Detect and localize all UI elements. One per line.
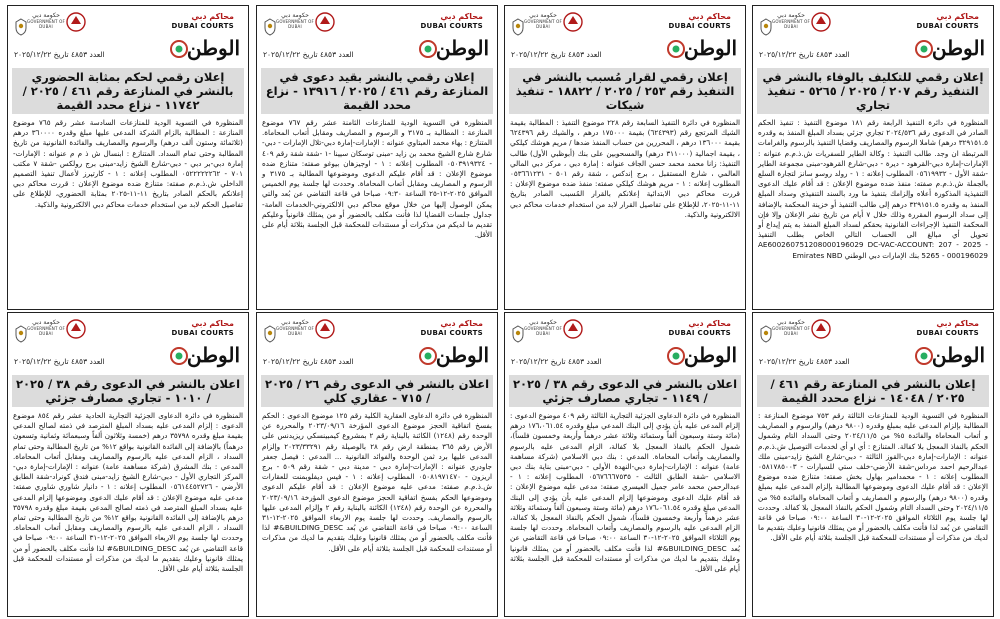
notice-title-bar bbox=[509, 68, 741, 114]
newspaper-name: الوطن bbox=[186, 36, 240, 60]
gov-name-en: GOVERNMENT OF DUBAI bbox=[276, 19, 314, 29]
court-name-en: DUBAI COURTS bbox=[916, 22, 979, 30]
notice-title-bar bbox=[12, 68, 244, 114]
government-of-dubai-logo bbox=[757, 319, 811, 341]
newspaper-name: الوطن bbox=[683, 343, 737, 367]
notice-body: المنظورة في دائرة الدعاوى العقارية الكلية رقم ١٢٥ موضوع الدعوى : الحكم بفسخ اتفاقية الحجز موضوع الدعوى المؤرخة ٢٠٢٣/٠٩/١٦ والمحررة عن الوحدة رقم (١٢٤٨) الكائنة بالبناية رقم ٢ بمشروع كيمبينسكي ريزيدنس على الأرض رقم ٣٦٥ بمنطقة ارض رقم ٢٨ بالوصيلة رقم ٢٠٢٣/٣٣٢٩١ وإلزام المدعى عليها برد ثمن الوحدة والفوائد القانونية ... المدعي : فيصل جعفر جاودري عنوانه : الإمارات-إمارة دبي - مدينة دبي - شقة رقم ٥٠٩ - برج اريزون - ٠٥٠٨١٩٧١٤٧٠ المطلوب إعلانه : ١ - فيس ديفلوبمنت للعقارات ش.ذ.م.م صفته: مدعى عليه موضوع الإعلان : قد أقام عليكم الدعوى وموضوعها الحكم بفسخ اتفاقية الحجز موضوع الدعوى المؤرخة ٢٠٢٣/٠٩/١٦ والمحررة عن الوحدة رقم (١٢٤٨) الكائنة بالبناية رقم ٢ وإلزام المدعى عليها بالرسوم والمصاريف. وحددت لها جلسة يوم الاربعاء الموافق ٢٠٢٥-١٢-٣١ الساعة ٠٩:٠٠ صباحا في قاعة التقاضي عن بُعد BUILDING_DESC&# لذا فأنت مكلف بالحضور أو من يمثلك قانونيا وعليك بتقديم ما لديك من مذكرات أو مستندات للمحكمة قبل الجلسة بثلاثة أيام على الأقل. bbox=[262, 411, 492, 553]
dubai-crest-icon bbox=[14, 18, 28, 36]
dubai-crest-icon bbox=[759, 18, 773, 36]
court-name-ar: محاكم دبي bbox=[936, 12, 979, 21]
gov-name-en: GOVERNMENT OF DUBAI bbox=[524, 19, 562, 29]
court-name-ar: محاكم دبي bbox=[191, 319, 234, 328]
court-name-ar: محاكم دبي bbox=[440, 12, 483, 21]
notice-title: إعلان بالنشر في المنازعة رقم ٤٦١ / ٢٠٢٥ / ١٤٠٤٨ - نزاع محدد القيمة bbox=[770, 377, 976, 405]
al-watan-logo-mark-icon bbox=[419, 40, 437, 58]
gov-name-en: GOVERNMENT OF DUBAI bbox=[27, 19, 65, 29]
notice-title: إعلان رقمي بالنشر بقيد دعوى في المنازعة رقم ٤٦١ / ٢٠٢٥ / ١٣٩١٦ - نزاع محدد القيمة bbox=[265, 70, 489, 112]
edition-date: العدد ٤٨٥٣ تاريخ ٢٠٢٥/١٢/٢٢ bbox=[14, 357, 105, 366]
notice-header bbox=[505, 6, 745, 68]
government-of-dubai-logo bbox=[12, 319, 66, 341]
court-notice bbox=[7, 5, 249, 310]
gov-name-ar: حكومة دبي bbox=[529, 319, 557, 326]
notice-title-bar bbox=[757, 68, 989, 114]
edition-date: العدد ٤٨٥٣ تاريخ ٢٠٢٥/١٢/٢٢ bbox=[759, 50, 850, 59]
court-name-en: DUBAI COURTS bbox=[668, 22, 731, 30]
notice-header bbox=[753, 6, 993, 68]
court-name-ar: محاكم دبي bbox=[936, 319, 979, 328]
court-name-ar: محاكم دبي bbox=[440, 319, 483, 328]
dubai-courts-logo bbox=[335, 319, 485, 341]
notice-header bbox=[505, 313, 745, 375]
notice-title: اعلان بالنشر في الدعوى رقم ٣٨ / ٢٠٢٥ / ١١٤٩ - تجاري مصارف جزئي bbox=[512, 377, 738, 405]
edition-date: العدد ٤٨٥٣ تاريخ ٢٠٢٥/١٢/٢٢ bbox=[263, 50, 354, 59]
dubai-courts-emblem-icon bbox=[563, 318, 583, 340]
dubai-courts-emblem-icon bbox=[315, 318, 335, 340]
newspaper-name: الوطن bbox=[435, 343, 489, 367]
al-watan-logo-mark-icon bbox=[667, 40, 685, 58]
edition-date: العدد ٤٨٥٣ تاريخ ٢٠٢٥/١٢/٢٢ bbox=[759, 357, 850, 366]
notice-title: اعلان بالنشر في الدعوى رقم ٢٦ / ٢٠٢٥ / ٧١٥ - عقاري كلي bbox=[264, 377, 490, 405]
dubai-crest-icon bbox=[759, 325, 773, 343]
notice-title: إعلان رقمي لقرار مُسبب بالنشر في التنفيذ رقم ٢٥٣ / ٢٠٢٥ / ١٨٨٢٢ - تنفيذ شيكات bbox=[515, 70, 735, 112]
court-name-en: DUBAI COURTS bbox=[420, 22, 483, 30]
notice-body: المنظورة في دائرة التنفيذ الرابعة رقم ١٨١ موضوع التنفيذ : تنفيذ الحكم الصادر في الدعوى رقم ٢٠٢٤/٥٣٦ تجاري جزئي بسداد المبلغ المنفذ به وقدره ٣٢٩١٥١.٥ درهم) شاملا الرسوم والمصاريف وقضايا التنفيذ بالرسوم والغرامات المرتبطة ان وجد. طالب التنفيذ : وكالة الطاير للسفريات ش.ذ.م.م عنوانه : الإمارات-إمارة دبي-القرهود - ديرة - دبي-شارع القرهود-مبنى مجموعة الطاير -شقة الأول - ٠٥٦١٩٩٣٢ المطلوب إعلانه : ١ - رولد روسو سانز لتجارة السلع بالجملة ش.ذ.م.م صفته: منفذ ضده موضوع الإعلان : قد أقام عليك الدعوى التنفيذية المذكورة أعلاه وإلزامك بتنفيذ ما ورد بالسند التنفيذي وسداد المبلغ المنفذ به وقدره ٣٢٩١٥١.٥ درهم إلى طالب التنفيذ أو خزينة المحكمة بالإضافة إلى سداد الرسوم المقررة وذلك خلال ٧ أيام من تاريخ نشر الإعلان وإلا فإن المحكمة التنفيذ الإجراءات القانونية بحقكم لسداد المبلغ المنفذ به يتم إيداع أو تحويل أي مبالغ الى الحساب التالي الخاص بطلب التنفيذ AE600260751208000196029 DC-VAC-ACCOUNT: 207 - 2025 - 5265 - 000196029 بنك الإمارات دبي الوطني Emirates NBD bbox=[758, 118, 989, 260]
gov-name-en: GOVERNMENT OF DUBAI bbox=[27, 326, 65, 336]
court-notice bbox=[7, 312, 249, 617]
dubai-courts-logo bbox=[831, 319, 981, 341]
dubai-courts-emblem-icon bbox=[811, 11, 831, 33]
court-name-en: DUBAI COURTS bbox=[171, 22, 234, 30]
gov-name-en: GOVERNMENT OF DUBAI bbox=[772, 326, 810, 336]
al-watan-logo-mark-icon bbox=[419, 347, 437, 365]
dubai-courts-emblem-icon bbox=[563, 11, 583, 33]
court-notice bbox=[504, 5, 746, 310]
court-notice bbox=[256, 312, 498, 617]
court-notice bbox=[504, 312, 746, 617]
gov-name-ar: حكومة دبي bbox=[777, 319, 805, 326]
al-watan-logo-mark-icon bbox=[170, 40, 188, 58]
dubai-courts-emblem-icon bbox=[66, 11, 86, 33]
al-watan-logo-mark-icon bbox=[915, 40, 933, 58]
gov-name-en: GOVERNMENT OF DUBAI bbox=[524, 326, 562, 336]
gov-name-ar: حكومة دبي bbox=[32, 319, 60, 326]
court-name-en: DUBAI COURTS bbox=[420, 329, 483, 337]
dubai-courts-logo bbox=[86, 319, 236, 341]
government-of-dubai-logo bbox=[757, 12, 811, 34]
edition-date: العدد ٤٨٥٣ تاريخ ٢٠٢٥/١٢/٢٢ bbox=[14, 50, 105, 59]
government-of-dubai-logo bbox=[261, 12, 315, 34]
government-of-dubai-logo bbox=[12, 12, 66, 34]
gov-name-en: GOVERNMENT OF DUBAI bbox=[772, 19, 810, 29]
notice-body: المنظورة في التسوية الودية للمنازعات السادسة عشر رقم ٧٦٥ موضوع المنازعة : المطالبة بالزام الشركة المدعى عليها مبلغ وقدره ٣٦٠٠٠٠ درهم (ثلاثمائة وستون ألف درهم) والرسوم والمصاريف والفائدة القانونية من تاريخ المطالبة وحتى تمام السداد. المتنازع : ابنسال ش ذ م م عنوانه : الإمارات-إمارة دبي-بر دبي - دبي-شارع الشيخ زايد-مبنى برج رولكس -شقة ٧ مكتب ٧٠١ - ٠٥٢٢٢٢٢٢٦٢ المطلوب إعلانه : ١ - كارتيرز لأعمال تنفيذ التصميم الداخلي ش.ذ.م.م صفته: متنازع ضده موضوع الإعلان : قررت محاكم دبي إعلانكم بالحكم الصادر بتاريخ ١١-١١-٢٠٢٥ بمثابة الحضوري، للإطلاع على تفاصيل الحكم لابد من استخدام خدمات محاكم دبي الالكترونية والذكية. bbox=[13, 118, 244, 209]
notice-header bbox=[257, 6, 497, 68]
gov-name-en: GOVERNMENT OF DUBAI bbox=[276, 326, 314, 336]
notice-header bbox=[8, 313, 248, 375]
gov-name-ar: حكومة دبي bbox=[32, 12, 60, 19]
newspaper-name: الوطن bbox=[683, 36, 737, 60]
notice-body: المنظورة في التسوية الودية للمنازعات الثامنة عشر رقم ٧٦٧ موضوع المنازعة : المطالبة بـ ٣١٧٥ و الرسوم و المصاريف ومقابل أتعاب المحاماة. المتنازع : بهاء محمد العبتاوي عنوانه : الإمارات-إمارة دبي-تلال الإمارات - دبي-شارع شارع الشيخ محمد بن زايد -مبنى توسكان سيينا -١ -شقة شقة رقم ٤٠٩ - ٠٥٠٣٩١٩٣٢٤ المطلوب إعلانه : ١ - اوجيزهان بيوغو صفته: متنازع ضده موضوع الإعلان : قد أقام عليكم الدعوى وموضوعها المطالبة بـ ٣١٧٥ و الرسوم و المصاريف ومقابل أتعاب المحاماة. وحددت لها جلسة يوم الخميس الموافق ٢٠٢٥-١٢-٢٥ الساعة ٠٩:٣٠ صباحا في قاعة التقاضي عن بُعد والتي يمكن الوصول إليها من خلال موقع محاكم دبي الالكتروني-الخدمات العامة-جداول جلسات القضايا لذا فأنت مكلف بالحضور أو من يمثلك قانونياً وعليكم تقديم ما لديكم من مذكرات أو مستندات للمحكمة قبل الجلسة بثلاثة أيام على الأقل. bbox=[262, 118, 493, 240]
dubai-courts-logo bbox=[583, 319, 733, 341]
notice-body: المنظورة في دائرة الدعاوى الجزئية التجارية الحادية عشر رقم ٨٥٤ موضوع الدعوى : إلزام المدعى عليه بسداد المبلغ المترصد في ذمته لصالح المدعي بقيمة مبلغ وقدره ٣٥٧٩٨ درهم (خمسة وثلاثون ألفاً وسبعمائة وثمانية وتسعون درهماً) بالإضافة إلى الفائدة القانونية بواقع ١٢% من تاريخ المطالبة وحتى تمام السداد ، الزام المدعى عليه بالرسوم والمصاريف ومقابل أتعاب المحاماة. المدعي : بنك المشرق (شركة مساهمة عامة) عنوانه : الإمارات-إمارة دبي-المركز التجاري الأول - دبي-شارع الشيخ زايد-مبنى فندق كونراد-شقة الطابق الأرضي - ٠٥٦١٤٤٥٢٧٢٦ المطلوب إعلانه : ١ - دانيار شاوري شاوري صفته: مدعى عليه موضوع الإعلان : قد أقام عليك الدعوى وموضوعها إلزام المدعى عليه بسداد المبلغ المترصد في ذمته لصالح المدعي بقيمة مبلغ وقدره ٣٥٧٩٨ درهم بالإضافة إلى الفائدة القانونية بواقع ١٢% من تاريخ المطالبة وحتى تمام السداد ، الزام المدعى عليه بالرسوم والمصاريف ومقابل أتعاب المحاماة. وحددت لها جلسة يوم الاربعاء الموافق ٢٠٢٥-١٢-٣١ الساعة ٠٩:٠٠ صباحا في قاعة التقاضي عن بُعد BUILDING_DESC&# لذا فأنت مكلف بالحضور أو من يمثلك قانونيا وعليك بتقديم ما لديك من مذكرات أو مستندات للمحكمة قبل الجلسة بثلاثة أيام على الأقل. bbox=[13, 411, 244, 574]
notice-body: المنظورة في التسوية الودية للمنازعات الثالثة رقم ٧٥٣ موضوع المنازعة : المطالبة بإلزام المدعى عليه بمبلغ وقدره (٩٨٠٠ درهم) والرسوم و المصاريف و أتعاب المحاماة والفائدة ٥% من ٢٠٢٤/١١/٥ وحتى السداد التام وشمول الحكم بالنفاذ المعجل بلا كفالة. المتنازع : أي او أي لخدمات التوصيل ش.ذ.م.م عنوانه : الإمارات-إمارة دبي-القوز الثالثة - دبي-شارع الشيخ زايد-مبنى ملك عبدالرحيم احمد مرداس-شقة الأرضي-خلف ستي للسيارات - ٠٥٨١٧٨٥٠٠٣ المطلوب إعلانه : ١ - محمدامير بهاول بخش صفته: متنازع ضده موضوع الإعلان : قد أقام عليك الدعوى وموضوعها المطالبة بإلزام المدعى عليه بمبلغ وقدره (٩٨٠٠ درهم) والرسوم و المصاريف و أتعاب المحاماة والفائدة ٥% من ٢٠٢٤/١١/٥ وحتى السداد التام وشمول الحكم بالنفاذ المعجل بلا كفالة. وحددت لها جلسة يوم الثلاثاء الموافق ٢٠٢٥-١٢-٣٠ الساعة ٠٩:٠٠ صباحا في قاعة التقاضي عن بُعد لذا فأنت مكلف بالحضور أو من يمثلك قانونيا وعليك بتقديم ما لديك من مذكرات أو مستندات للمحكمة قبل الجلسة بثلاثة أيام على الأقل. bbox=[758, 411, 988, 543]
notice-title: إعلان رقمي لحكم بمثابة الحضوري بالنشر في المنازعة رقم ٤٦١ / ٢٠٢٥ / ١١٧٤٢ - نزاع محدد القيمة bbox=[22, 70, 234, 112]
dubai-courts-emblem-icon bbox=[811, 318, 831, 340]
dubai-courts-logo bbox=[86, 12, 236, 34]
dubai-crest-icon bbox=[14, 325, 28, 343]
notice-title-bar bbox=[261, 375, 493, 407]
notice-title-bar bbox=[12, 375, 244, 407]
court-notice bbox=[752, 312, 994, 617]
edition-date: العدد ٤٨٥٣ تاريخ ٢٠٢٥/١٢/٢٢ bbox=[263, 357, 354, 366]
dubai-crest-icon bbox=[511, 325, 525, 343]
dubai-crest-icon bbox=[511, 18, 525, 36]
court-name-ar: محاكم دبي bbox=[688, 12, 731, 21]
newspaper-name: الوطن bbox=[435, 36, 489, 60]
notice-title: اعلان بالنشر في الدعوى رقم ٣٨ / ٢٠٢٥ / ١٠١٠ - تجاري مصارف جزئي bbox=[15, 377, 241, 405]
notice-header bbox=[257, 313, 497, 375]
gov-name-ar: حكومة دبي bbox=[777, 12, 805, 19]
court-notice bbox=[256, 5, 498, 310]
government-of-dubai-logo bbox=[509, 319, 563, 341]
notice-title-bar bbox=[509, 375, 741, 407]
newspaper-name: الوطن bbox=[186, 343, 240, 367]
newspaper-name: الوطن bbox=[931, 36, 985, 60]
notice-header bbox=[753, 313, 993, 375]
court-name-en: DUBAI COURTS bbox=[171, 329, 234, 337]
edition-date: العدد ٤٨٥٣ تاريخ ٢٠٢٥/١٢/٢٢ bbox=[511, 50, 602, 59]
dubai-crest-icon bbox=[263, 325, 277, 343]
dubai-courts-emblem-icon bbox=[315, 11, 335, 33]
gov-name-ar: حكومة دبي bbox=[281, 12, 309, 19]
notice-header bbox=[8, 6, 248, 68]
al-watan-logo-mark-icon bbox=[667, 347, 685, 365]
court-name-ar: محاكم دبي bbox=[688, 319, 731, 328]
gov-name-ar: حكومة دبي bbox=[529, 12, 557, 19]
notice-title-bar bbox=[757, 375, 989, 407]
newspaper-name: الوطن bbox=[931, 343, 985, 367]
court-name-ar: محاكم دبي bbox=[191, 12, 234, 21]
notice-body: المنظورة في دائرة الدعاوى الجزئية التجارية الثالثة رقم ٤٠٩ موضوع الدعوى : إلزام المدعى عليه بأن يؤدي إلى البنك المدعي مبلغ وقدره ١٧٦،٠٦١.٥٤ درهم (مائة وستة وسبعون ألفاً وستمائة وثلاثة عشر درهماً وأربعة وخمسون فلساً)، شمول الحكم بالنفاذ المعجل بلا كفالة، الزام المدعى عليه بالرسوم والمصاريف وأتعاب المحاماة. المدعي : بنك دبي الاسلامي (شركة مساهمة عامة) عنوانه : الإمارات-إمارة دبي-النهدة الأولى - دبي-مبنى بناية بنك دبي الاسلامي -شقة الطابق الثالث - ٠٥٦٧٦٦٦٧٥٣٥ المطلوب إعلانه : ١ - عبدالرحمن محمد عامر جميل العيسري صفته: مدعى عليه موضوع الإعلان : قد أقام عليك الدعوى وموضوعها إلزام المدعى عليه بأن يؤدي إلى البنك المدعي مبلغ وقدره ١٧٦،٠٦١.٥٤ درهم (مائة وستة وسبعون ألفاً وستمائة وثلاثة عشر درهماً وأربعة وخمسون فلساً)، شمول الحكم بالنفاذ المعجل بلا كفالة، الزام المدعى عليه بالرسوم والمصاريف وأتعاب المحاماة. وحددت لها جلسة يوم الثلاثاء الموافق ٢٠٢٥-١٢-٣٠ الساعة ٠٩:٠٠ صباحا في قاعة التقاضي عن بُعد BUILDING_DESC&# لذا فأنت مكلف بالحضور أو من يمثلك قانونيا وعليك بتقديم ما لديك من مذكرات أو مستندات للمحكمة قبل الجلسة بثلاثة أيام على الأقل. bbox=[510, 411, 741, 574]
notice-body: المنظورة في دائرة التنفيذ السابعة رقم ٢٢٨ موضوع التنفيذ : المطالبة بقيمة الشيك المرتجع رقم (٦٢٤٣٩٣) بقيمة ١٧٥٠٠٠ درهم ، والشيك رقم ٦٢٤٣٩٦ بقيمة ١٣٦٠٠٠ درهم ، المحررين من حساب المنفذ ضدها / مريم هوشك كيلكي ، بقيمة اجمالية (٣١١٠٠٠ درهم) والمسحوبين على بنك (أبوظبي الأول) طالب التنفيذ: زانا محمد محمد حسن الجاف عنوانه : إمارة دبي ، مركز دبي المالي العالمي ، شارع المستقبل ، برج إندكس ، شقة رقم ٥٠١ - ٠٥٣٦٦١٢٣١ المطلوب إعلانه : ١ - مريم هوشك كيلكي صفته: منفذ ضده موضوع الإعلان : قررت محاكم دبي الابتدائية إعلانكم بالقرار المُسبب الصادر بتاريخ ١١-١١-٢٠٢٥، للإطلاع على تفاصيل القرار لابد من استخدام خدمات محاكم دبي الالكترونية والذكية. bbox=[510, 118, 741, 219]
government-of-dubai-logo bbox=[509, 12, 563, 34]
dubai-courts-logo bbox=[583, 12, 733, 34]
court-notice bbox=[752, 5, 994, 310]
edition-date: العدد ٤٨٥٣ تاريخ ٢٠٢٥/١٢/٢٢ bbox=[511, 357, 602, 366]
government-of-dubai-logo bbox=[261, 319, 315, 341]
dubai-courts-logo bbox=[831, 12, 981, 34]
dubai-courts-logo bbox=[335, 12, 485, 34]
court-name-en: DUBAI COURTS bbox=[916, 329, 979, 337]
al-watan-logo-mark-icon bbox=[170, 347, 188, 365]
dubai-crest-icon bbox=[263, 18, 277, 36]
al-watan-logo-mark-icon bbox=[915, 347, 933, 365]
notice-title-bar bbox=[261, 68, 493, 114]
court-name-en: DUBAI COURTS bbox=[668, 329, 731, 337]
dubai-courts-emblem-icon bbox=[66, 318, 86, 340]
gov-name-ar: حكومة دبي bbox=[281, 319, 309, 326]
notice-title: إعلان رقمي للتكليف بالوفاء بالنشر في التنفيذ رقم ٢٠٧ / ٢٠٢٥ / ٥٢٦٥ - تنفيذ تجاري bbox=[762, 70, 984, 112]
